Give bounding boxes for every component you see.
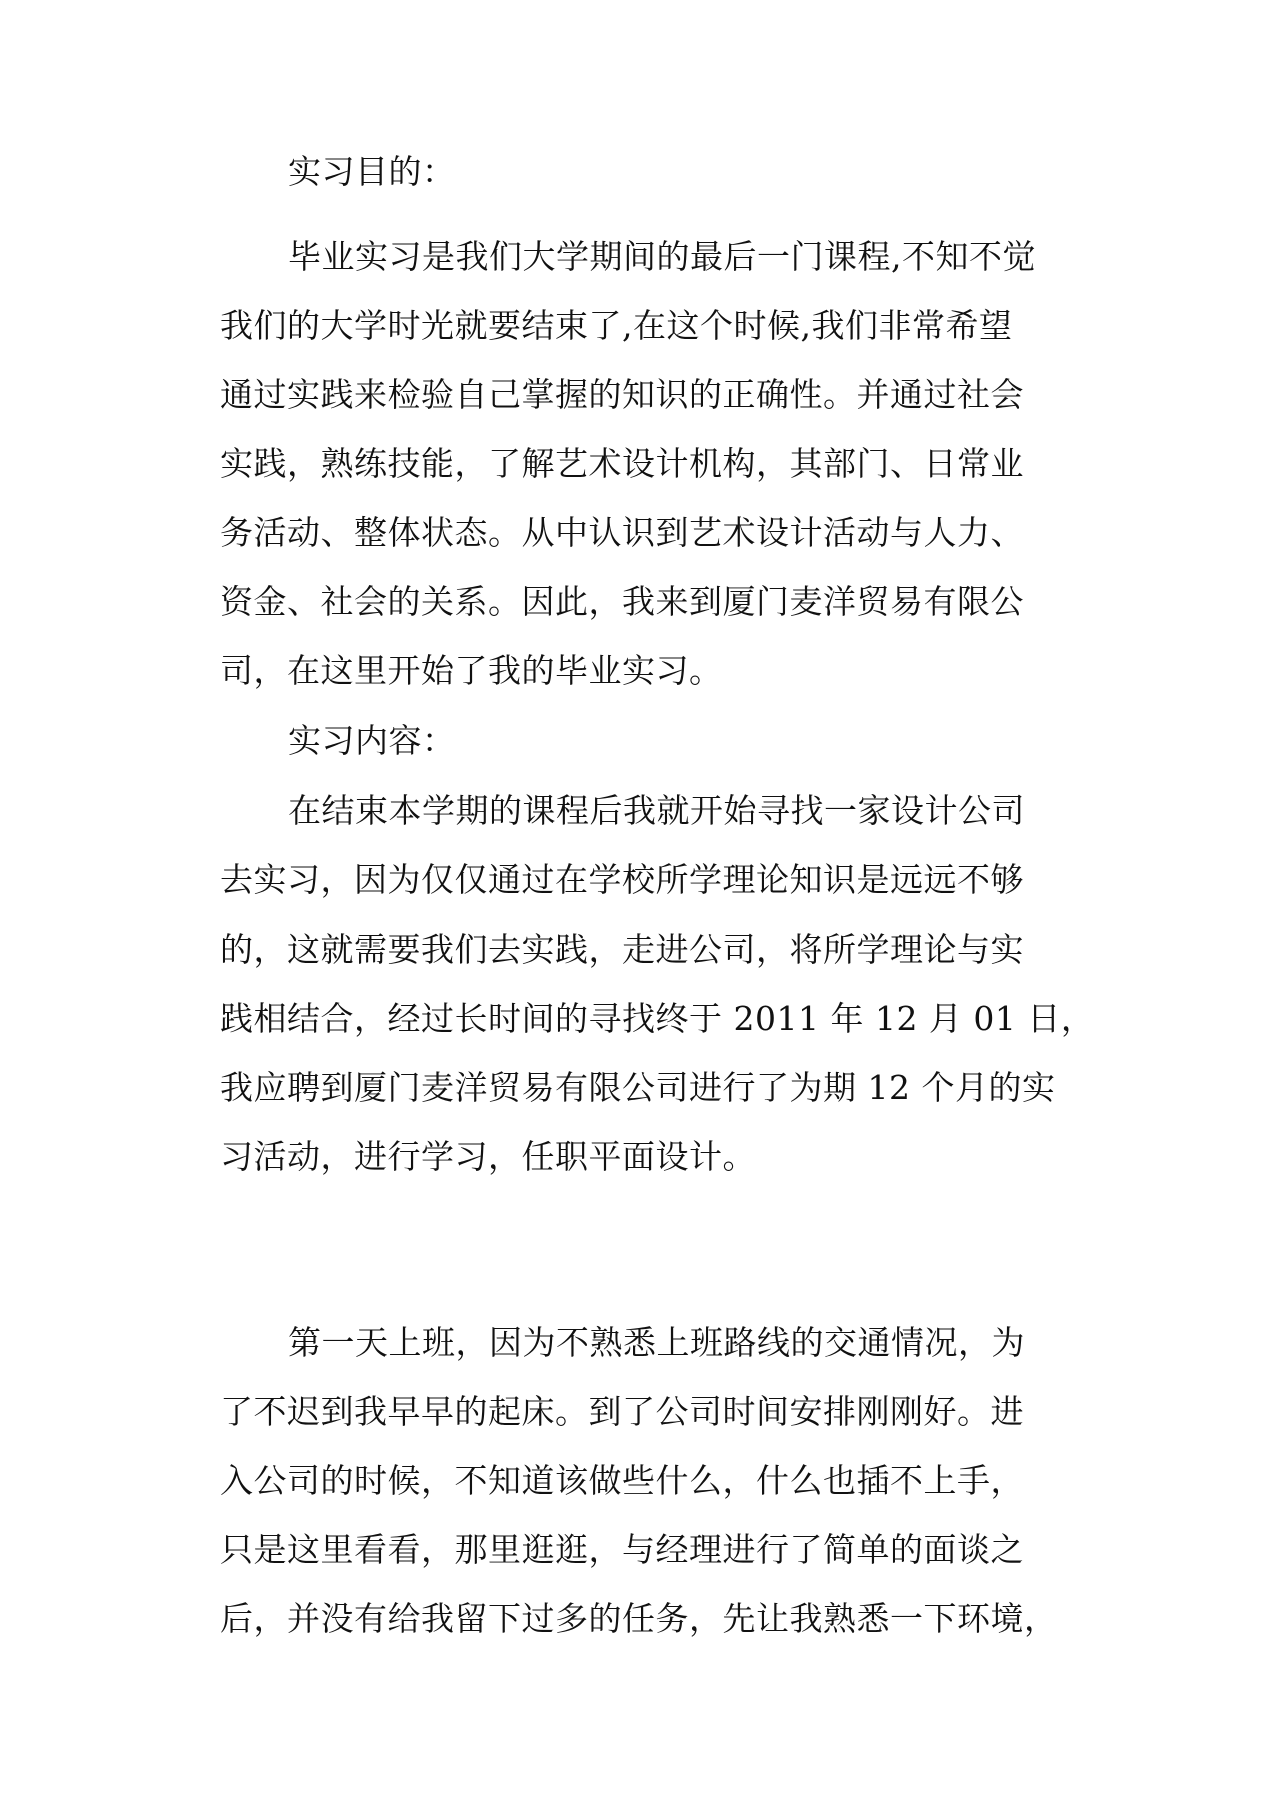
paragraph-line: 第一天上班，因为不熟悉上班路线的交通情况，为 [288,1323,1025,1362]
paragraph-line: 只是这里看看，那里逛逛，与经理进行了简单的面谈之 [220,1530,1024,1569]
section-heading-purpose: 实习目的： [288,152,456,191]
paragraph-line: 资金、社会的关系。因此，我来到厦门麦洋贸易有限公 [220,582,1024,621]
paragraph-line: 实践，熟练技能，了解艺术设计机构，其部门、日常业 [220,444,1024,483]
paragraph-line: 在结束本学期的课程后我就开始寻找一家设计公司 [288,791,1025,830]
paragraph-line: 务活动、整体状态。从中认识到艺术设计活动与人力、 [220,513,1024,552]
paragraph-line: 践相结合，经过长时间的寻找终于 2011 年 12 月 01 日， [220,999,1095,1038]
paragraph-line: 入公司的时候，不知道该做些什么，什么也插不上手， [220,1461,1024,1500]
paragraph-line: 后，并没有给我留下过多的任务，先让我熟悉一下环境， [220,1599,1058,1638]
paragraph-line: 毕业实习是我们大学期间的最后一门课程,不知不觉 [288,237,1036,276]
paragraph-line: 通过实践来检验自己掌握的知识的正确性。并通过社会 [220,375,1024,414]
paragraph-line: 我应聘到厦门麦洋贸易有限公司进行了为期 12 个月的实 [220,1068,1056,1107]
paragraph-line: 我们的大学时光就要结束了,在这个时候,我们非常希望 [220,306,1013,345]
section-heading-content: 实习内容： [288,721,456,760]
paragraph-line: 司，在这里开始了我的毕业实习。 [220,651,723,690]
paragraph-line: 习活动，进行学习，任职平面设计。 [220,1137,756,1176]
paragraph-line: 了不迟到我早早的起床。到了公司时间安排刚刚好。进 [220,1392,1024,1431]
paragraph-line: 去实习，因为仅仅通过在学校所学理论知识是远远不够 [220,860,1024,899]
paragraph-line: 的，这就需要我们去实践，走进公司，将所学理论与实 [220,930,1024,969]
